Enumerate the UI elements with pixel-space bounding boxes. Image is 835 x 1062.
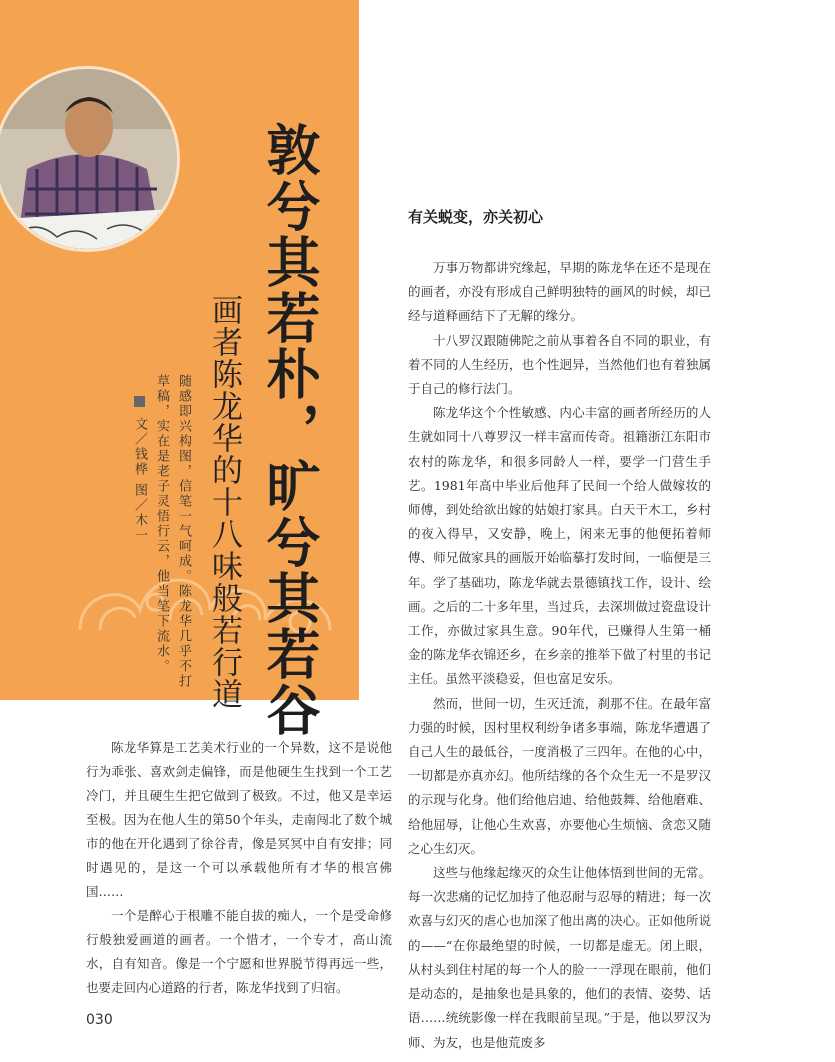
square-bullet-icon [134,396,145,407]
paragraph: 万事万物都讲究缘起，早期的陈龙华在还不是现在的画者，亦没有形成自己鲜明独特的画风的时候，却已经与道释画结下了无解的缘分。 [408,260,711,324]
left-text-column [86,736,392,1000]
caption-line: 随感即兴构图，信笔一气呵成。陈龙华几乎不打 [176,374,191,689]
paragraph: 陈龙华算是工艺美术行业的一个异数，这不是说他行为乖张、喜欢剑走偏锋，而是他硬生生找到一个工艺冷门，并且硬生生把它做到了极致。不过，他又是幸运至极。因为在他人生的第50个年头，走南闯北了数个城市的他在开化遇到了徐谷青，像是冥冥中自有安排；同时遇见的，是这一个可以承载他所有才华的根宫佛国…… [86,740,392,899]
page-number: 030 [86,1012,113,1028]
artist-portrait-photo [0,66,180,252]
paragraph: 这些与他缘起缘灭的众生让他体悟到世间的无常。每一次悲痛的记忆加持了他忍耐与忍辱的精进；每一次欢喜与幻灭的虐心也加深了他出离的决心。正如他所说的——“在你最绝望的时候，一切都是虚无。闭上眼，从村头到住村尾的每一个人的脸一一浮现在眼前，他们是动态的，是抽象也是具象的，他们的表情、姿势、话语……统统影像一样在我眼前呈现。”于是，他以罗汉为师、为友，也是他荒废多 [408,865,711,1050]
right-text-column [408,256,711,1055]
section-heading: 有关蜕变，亦关初心 [408,208,544,226]
author-credit [128,396,150,689]
orange-title-panel [0,0,359,738]
credit-text: 文／钱桦 图／木一 [132,417,147,544]
paragraph: 十八罗汉跟随佛陀之前从事着各自不同的职业，有着不同的人生经历，也个性迥异，当然他们也有着独属于自己的修行法门。 [408,332,711,397]
caption-line: 草稿，实在是老子灵悟行云，他当笔下流水。 [154,374,169,674]
subtitle: 画者陈龙华的十八味般若行道 [206,294,242,710]
paragraph: 然而，世间一切，生灭迁流，刹那不住。在最年富力强的时候，因村里权利纷争诸多事端，陈龙华遭遇了自己人生的最低谷，一度消极了三四年。在他的心中，一切都是亦真亦幻。他所结缘的各个众生无一不是罗汉的示现与化身。他们给他启迪、给他鼓舞、给他磨难、给他屈辱，让他心生欢喜，亦要他心生烦恼、贪恋又随之心生幻灭。 [408,695,711,856]
paragraph: 一个是醉心于根雕不能自拔的痴人，一个是受命修行般独爱画道的画者。一个惜才，一个专才，高山流水，自有知音。像是一个宁愿和世界脱节得再远一些，也要走回内心道路的行者，陈龙华找到了归宿。 [86,908,392,995]
main-title: 敦兮其若朴，旷兮其若谷 [258,122,322,738]
paragraph: 陈龙华这个个性敏感、内心丰富的画者所经历的人生就如同十八尊罗汉一样丰富而传奇。祖籍浙江东阳市农村的陈龙华，和很多同龄人一样，要学一门营生手艺。1981年高中毕业后他拜了民间一个给人做嫁妆的师傅，到处给欲出嫁的姑娘打家具。白天干木工，乡村的夜入得早，又安静，晚上，闲来无事的他便拓着师傅、师兄做家具的画版开始临摹打发时间，一临便是三年。学了基础功，陈龙华就去景德镇找工作，设计、绘画。之后的二十多年里，当过兵，去深圳做过瓷盘设计工作，亦做过家具生意。90年代，已赚得人生第一桶金的陈龙华衣锦还乡，在乡亲的推举下做了村里的书记主任。虽然平淡稳妥，但也富足安乐。 [408,405,711,687]
photo-caption [128,374,194,689]
